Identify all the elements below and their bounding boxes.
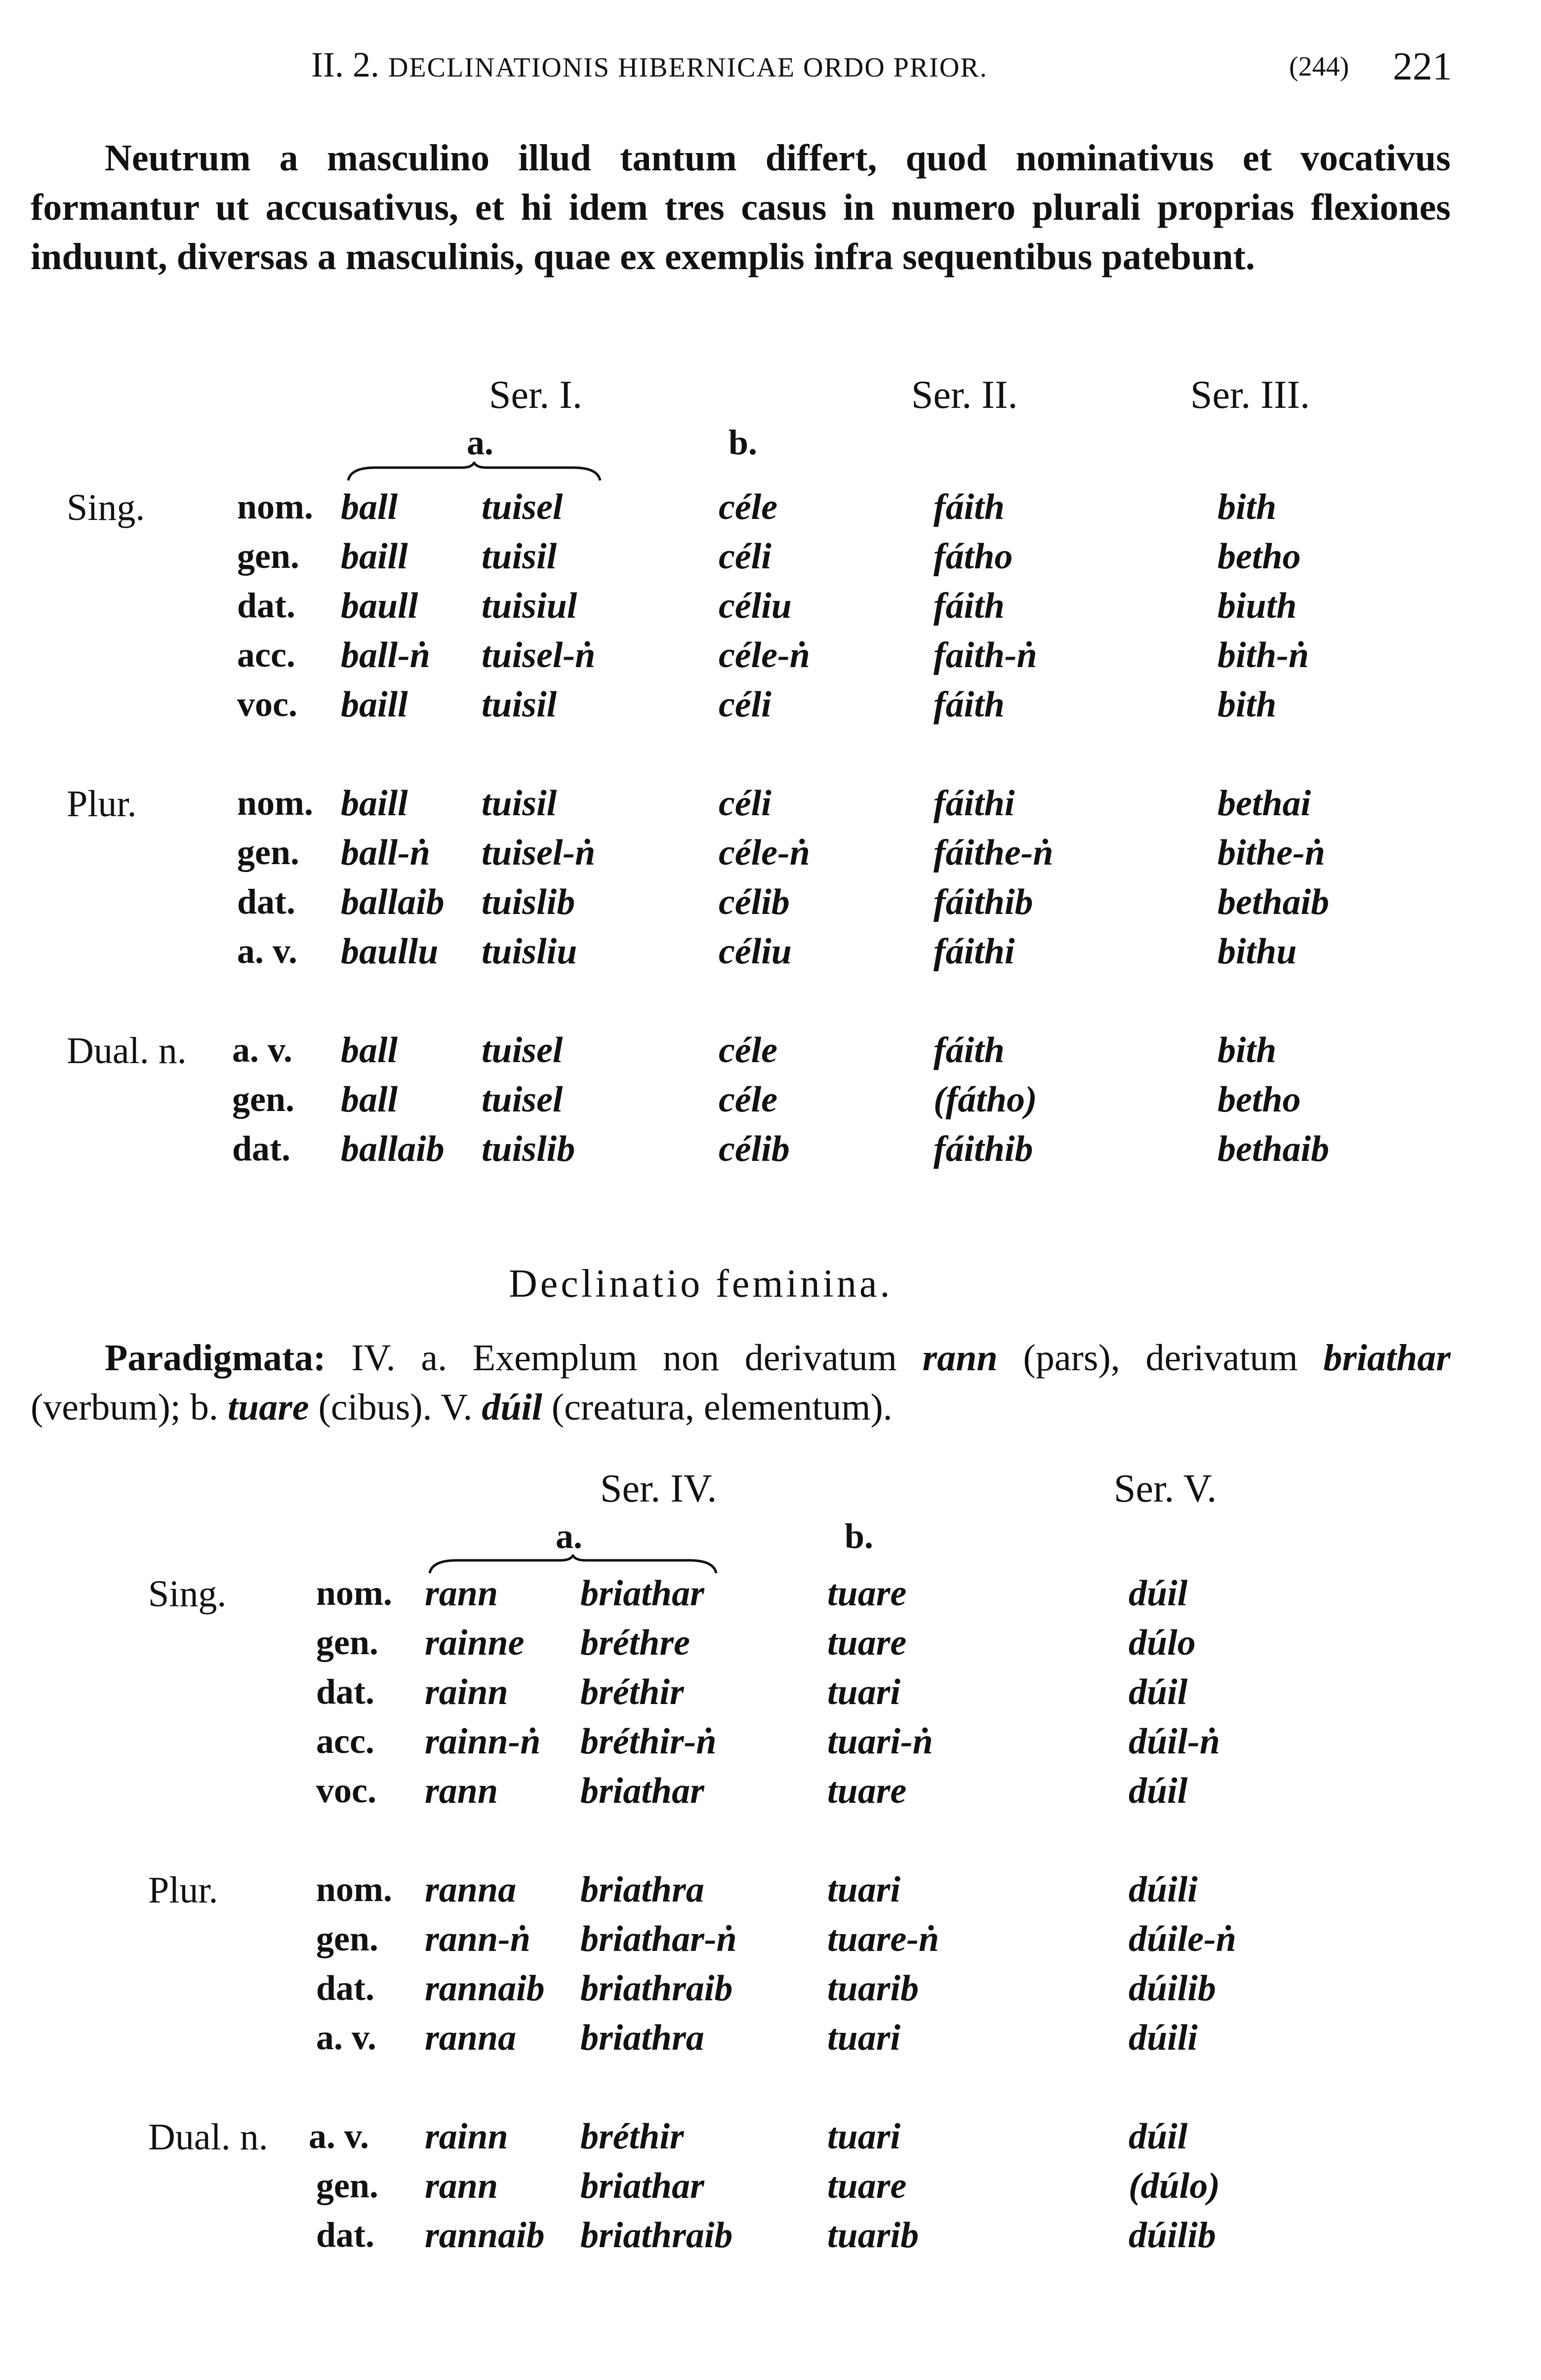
series-heading-4: Ser. IV. (600, 1467, 717, 1510)
case-label: dat. (316, 2215, 375, 2255)
paradigm-word-tuare: tuare (227, 1387, 309, 1428)
declension-form: tuisel-ṅ (482, 833, 596, 873)
declension-form: fáithib (933, 1129, 1033, 1169)
declension-form: dúil (1129, 1672, 1188, 1712)
declension-form: ball (341, 1030, 398, 1071)
header-section: II. 2. (311, 45, 379, 84)
case-label: gen. (316, 1623, 378, 1662)
declension-form: rannaib (425, 2215, 545, 2256)
declension-form: dúil-ṅ (1129, 1721, 1220, 1762)
declension-form: céli (719, 536, 771, 577)
subseries-brace-2 (427, 1554, 719, 1574)
case-label: gen. (232, 1079, 294, 1119)
declension-form: bith (1217, 684, 1277, 725)
declension-form: tuisiul (482, 586, 577, 626)
declension-form: tuisel-ṅ (482, 635, 596, 675)
declension-form: tuisil (482, 684, 557, 725)
paradigm-label: Paradigmata: (105, 1337, 326, 1379)
running-header (311, 47, 988, 82)
paradigm-word-duil: dúil (482, 1387, 542, 1428)
declension-form: bithu (1217, 931, 1297, 972)
declension-form: dúil (1129, 1573, 1188, 1614)
declension-form: baill (341, 783, 408, 824)
declension-form: céli (719, 783, 771, 824)
paradigm-text-5: (creatura, elementum). (542, 1387, 892, 1428)
subseries-b-label: b. (729, 423, 758, 462)
paradigm-word-rann: rann (922, 1337, 998, 1379)
declension-form: céle (719, 1030, 778, 1071)
declension-form: tuare (827, 1771, 907, 1811)
declension-form: briathra (580, 2018, 704, 2058)
declension-form: rann (425, 2166, 498, 2206)
number-label-singular: Sing. (67, 487, 145, 528)
declension-form: fáith (933, 684, 1005, 725)
declension-form: biuth (1217, 586, 1297, 626)
declension-form: baullu (341, 931, 439, 972)
declension-form: tuisel (482, 487, 563, 527)
declension-form: betho (1217, 536, 1301, 577)
declension-form: dúilib (1129, 1968, 1216, 2009)
declension-form: céle (719, 487, 778, 527)
declension-form: tuari (827, 2116, 901, 2157)
declension-form: fáith (933, 1030, 1005, 1071)
case-label: a. v. (237, 931, 298, 971)
declension-form: bithe-ṅ (1217, 833, 1325, 873)
declension-form: ball (341, 1079, 398, 1120)
subseries-a-label-2: a. (556, 1516, 582, 1556)
declension-form: bethaib (1217, 1129, 1330, 1169)
declension-form: céli (719, 684, 771, 725)
declension-form: ranna (425, 2018, 517, 2058)
declension-form: tuisil (482, 536, 557, 577)
case-label: voc. (237, 684, 297, 724)
declension-form: tuare (827, 1623, 907, 1663)
case-label: voc. (316, 1771, 376, 1810)
case-label: dat. (232, 1129, 291, 1168)
declension-form: briathar (580, 1573, 704, 1614)
declension-form: fáith (933, 586, 1005, 626)
declension-form: rann-ṅ (425, 1919, 530, 1959)
declension-form: dúili (1129, 2018, 1198, 2058)
case-label: gen. (237, 536, 299, 576)
declension-form: briathar (580, 1771, 704, 1811)
declension-form: dúili (1129, 1869, 1198, 1910)
subseries-brace (346, 462, 603, 481)
declension-form: céliu (719, 586, 792, 626)
number-label-singular-2: Sing. (148, 1573, 227, 1615)
declension-form: tuislib (482, 1129, 575, 1169)
declension-form: tuarib (827, 2215, 919, 2256)
declension-form: tuare-ṅ (827, 1919, 939, 1959)
case-label: acc. (237, 635, 295, 674)
case-label: nom. (316, 1869, 393, 1909)
declension-form: briathar-ṅ (580, 1919, 737, 1959)
declension-form: rann (425, 1573, 498, 1614)
header-original-page: (244) (1289, 51, 1349, 82)
declension-form: bréthir (580, 1672, 684, 1712)
case-label: a. v. (232, 1030, 293, 1070)
declension-form: céle-ṅ (719, 833, 810, 873)
declension-form: ball-ṅ (341, 833, 430, 873)
declension-form: célib (719, 882, 790, 922)
series-heading-3: Ser. III. (1190, 373, 1310, 417)
declension-form: tuisliu (482, 931, 577, 972)
declension-form: bith (1217, 1030, 1277, 1071)
case-label: gen. (237, 833, 299, 872)
declension-form: tuari (827, 1869, 901, 1910)
declension-form: fáith (933, 487, 1005, 527)
paradigm-text-3: (verbum); b. (31, 1387, 228, 1428)
declension-form: ball (341, 487, 398, 527)
declension-form: fáithe-ṅ (933, 833, 1054, 873)
declension-form: céliu (719, 931, 792, 972)
declension-form: dúilib (1129, 2215, 1216, 2256)
series-heading-5: Ser. V. (1114, 1467, 1217, 1510)
declension-form: tuari-ṅ (827, 1721, 933, 1762)
number-label-plural: Plur. (67, 783, 137, 825)
paradigm-text-4: (cibus). V. (309, 1387, 482, 1428)
declension-form: céle (719, 1079, 778, 1120)
number-label-plural-2: Plur. (148, 1869, 218, 1911)
declension-form: céle-ṅ (719, 635, 810, 675)
declension-form: ballaib (341, 1129, 445, 1169)
declension-form: dúile-ṅ (1129, 1919, 1236, 1959)
declension-form: tuisel (482, 1079, 563, 1120)
declension-form: rann (425, 1771, 498, 1811)
declension-form: tuisel (482, 1030, 563, 1071)
declension-form: baill (341, 536, 408, 577)
declension-form: rainn (425, 2116, 508, 2157)
declension-form: dúil (1129, 2116, 1188, 2157)
declension-form: fáithib (933, 882, 1033, 922)
declension-form: bethaib (1217, 882, 1330, 922)
case-label: dat. (316, 1968, 375, 2008)
intro-paragraph: Neutrum a masculino illud tantum differt, quod nominativus et vocativus formantur ut accusativus, et hi idem tres casus in numero plurali proprias flexiones induunt, diversas a masculinis, quae ex exemplis infra sequentibus patebunt. (31, 137, 1451, 278)
paradigm-word-briathar: briathar (1323, 1337, 1451, 1379)
case-label: nom. (237, 487, 314, 526)
case-label: gen. (316, 1919, 378, 1958)
declension-form: ballaib (341, 882, 445, 922)
declension-form: bréthir (580, 2116, 684, 2157)
case-label: gen. (316, 2166, 378, 2205)
case-label: a. v. (309, 2116, 369, 2156)
case-label: dat. (316, 1672, 375, 1711)
declension-form: célib (719, 1129, 790, 1169)
declension-form: bith (1217, 487, 1277, 527)
declension-form: bethai (1217, 783, 1311, 824)
case-label: acc. (316, 1721, 374, 1761)
declension-form: bréthre (580, 1623, 690, 1663)
declension-form: briathraib (580, 1968, 733, 2009)
declension-form: fáithi (933, 931, 1015, 972)
series-heading-2: Ser. II. (911, 373, 1018, 417)
number-label-dual: Dual. n. (67, 1030, 187, 1071)
declension-form: tuari (827, 1672, 901, 1712)
declension-form: (dúlo) (1129, 2166, 1220, 2206)
declension-form: briathra (580, 1869, 704, 1910)
section-title: Declinatio feminina. (509, 1262, 893, 1306)
declension-form: bréthir-ṅ (580, 1721, 717, 1762)
paradigm-text-2: (pars), derivatum (997, 1337, 1324, 1379)
paradigm-text-1: IV. a. Exemplum non derivatum (325, 1337, 923, 1379)
header-title: DECLINATIONIS HIBERNICAE ORDO PRIOR. (388, 52, 988, 83)
declension-form: ranna (425, 1869, 517, 1910)
declension-form: tuisil (482, 783, 557, 824)
subseries-a-label: a. (467, 423, 493, 462)
number-label-dual-2: Dual. n. (148, 2116, 268, 2158)
case-label: nom. (237, 783, 314, 823)
declension-form: briathraib (580, 2215, 733, 2256)
declension-form: baill (341, 684, 408, 725)
declension-form: fátho (933, 536, 1013, 577)
declension-form: rainn (425, 1672, 508, 1712)
series-heading-1: Ser. I. (489, 373, 582, 417)
declension-form: dúlo (1129, 1623, 1196, 1663)
declension-form: tuislib (482, 882, 575, 922)
declension-form: rannaib (425, 1968, 545, 2009)
declension-form: ball-ṅ (341, 635, 430, 675)
subseries-b-label-2: b. (845, 1516, 874, 1556)
case-label: nom. (316, 1573, 393, 1613)
case-label: a. v. (316, 2018, 377, 2057)
declension-form: faith-ṅ (933, 635, 1037, 675)
declension-form: tuari (827, 2018, 901, 2058)
declension-form: bith-ṅ (1217, 635, 1309, 675)
page-number: 221 (1393, 45, 1452, 88)
paradigm-paragraph (31, 1333, 1451, 1432)
declension-form: rainne (425, 1623, 525, 1663)
declension-form: tuare (827, 2166, 907, 2206)
declension-form: tuare (827, 1573, 907, 1614)
declension-form: rainn-ṅ (425, 1721, 541, 1762)
declension-form: tuarib (827, 1968, 919, 2009)
declension-form: fáithi (933, 783, 1015, 824)
declension-form: betho (1217, 1079, 1301, 1120)
declension-form: baull (341, 586, 418, 626)
declension-form: briathar (580, 2166, 704, 2206)
declension-form: dúil (1129, 1771, 1188, 1811)
case-label: dat. (237, 586, 296, 625)
case-label: dat. (237, 882, 296, 921)
declension-form: (fátho) (933, 1079, 1037, 1120)
